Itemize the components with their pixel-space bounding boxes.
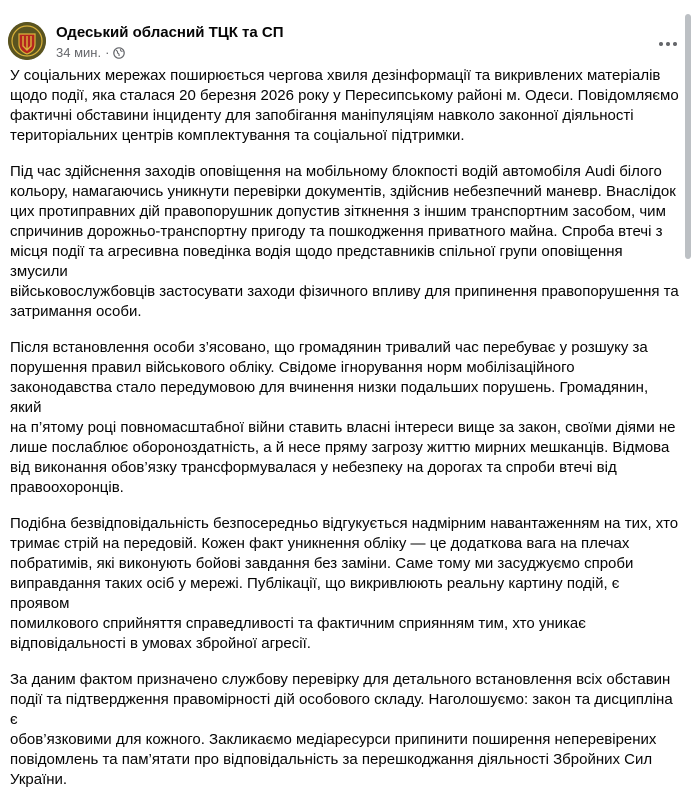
more-options-button[interactable] (656, 34, 680, 54)
post-text (10, 66, 680, 806)
page-avatar[interactable] (8, 22, 46, 60)
meta-separator: · (105, 45, 110, 60)
post-header (8, 8, 694, 60)
post-meta (56, 45, 125, 60)
page-name[interactable]: Одеський обласний ТЦК та СП (56, 24, 284, 41)
post-paragraph: У соціальних мережах поширюється чергова хвиля дезінформації та викривлених матеріалів щодо події, яка сталася 20 березня 2026 року у Пересипському районі м. Одеси. Повідомляємо фактичні обставини інциденту для запобігання маніпуляціям навколо законної діяльності територіальних центрів комплектування та соціальної підтримки. (10, 67, 679, 144)
post-time[interactable]: 34 мин. (56, 45, 102, 60)
post-paragraph: За даним фактом призначено службову перевірку для детального встановлення всіх обставин події та підтвердження правомірності дій особового складу. Наголошуємо: закон та дисципліна є обов’язковими для кожного. Закликаємо медіаресурси припинити поширення неперевірених повідомлень та пам’ятати про відповідальність за перешкоджання діяльності Збройних Сил України. (10, 671, 673, 788)
globe-icon (113, 47, 125, 59)
more-horizontal-icon (658, 41, 678, 47)
post-paragraph: Після встановлення особи з’ясовано, що громадянин тривалий час перебуває у розшуку за порушення правил військового обліку. Свідоме ігнорування норм мобілізаційного законодавства стало передумовою для вчинення низки подальших порушень. Громадянин, який на п’ятому році повномасштабної війни ставить власні інтереси вище за закон, своїми діями не лише послаблює обороноздатність, а й несе пряму загрозу життю мирних мешканців. Відмова від виконання обов’язку трансформувалася у небезпеку на дорогах та спроби втечі від правоохоронців. (10, 339, 676, 496)
scrollbar[interactable] (684, 14, 692, 684)
post-paragraph: Подібна безвідповідальність безпосередньо відгукується надмірним навантаженням на тих, хто тримає стрій на передовій. Кожен факт уникнення обліку — це додаткова вага на плечах побратимів, які виконують бойові завдання без заміни. Саме тому ми засуджуємо спроби виправдання таких осіб у мережі. Публікації, що викривлюють реальну картину подій, є проявом помилкового сприйняття справедливості та фактичним сприянням тим, хто уникає відповідальності в умовах збройної агресії. (10, 515, 679, 652)
scrollbar-thumb[interactable] (685, 14, 691, 259)
emblem-icon (8, 22, 46, 60)
post-paragraph: Під час здійснення заходів оповіщення на мобільному блокпості водій автомобіля Audi білого кольору, намагаючись уникнути перевірки документів, здійснив небезпечний маневр. Внаслідок цих протиправних дій правопорушник допустив зіткнення з іншим транспортним засобом, чим спричинив дорожньо-транспортну пригоду та пошкодження приватного майна. Спроба втечі з місця події та агресивна поведінка водія щодо представників спільної групи оповіщення змусили військовослужбовців застосувати заходи фізичного впливу для припинення правопорушення та затримання особи. (10, 163, 679, 320)
